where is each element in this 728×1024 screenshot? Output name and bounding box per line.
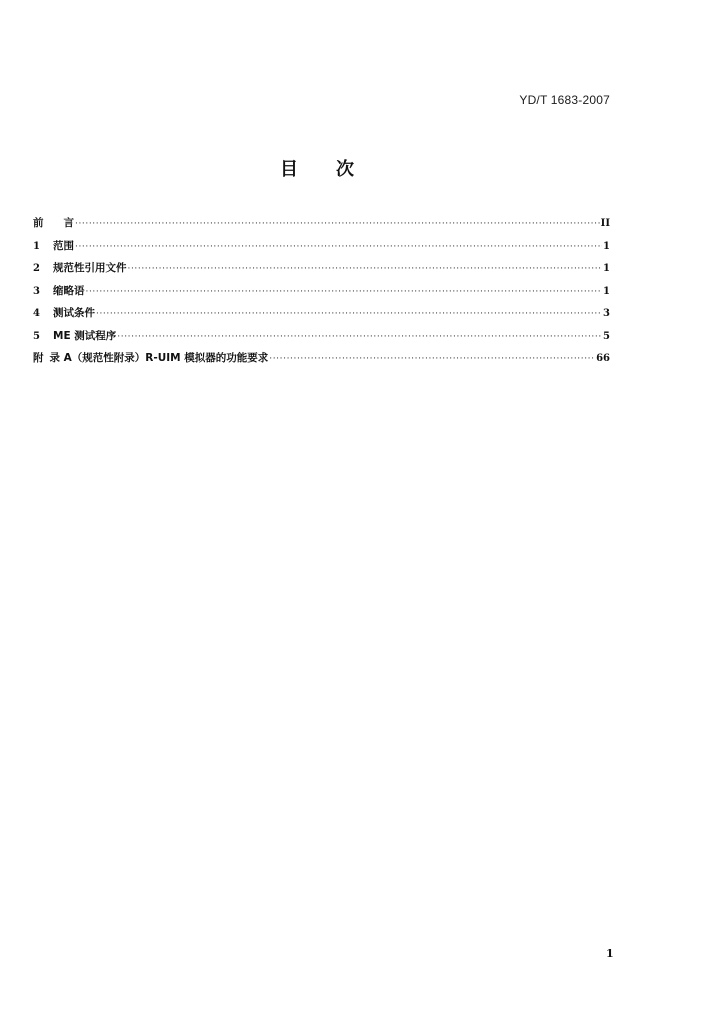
toc-entry-number: 2 (33, 263, 40, 274)
toc-entry-preface[interactable] (33, 216, 610, 239)
toc-entry-number: 5 (33, 330, 40, 342)
toc-entry-5[interactable] (33, 329, 610, 352)
toc-entry-page: 1 (603, 263, 610, 274)
toc-entry-page: 66 (596, 353, 610, 364)
toc-entry-1[interactable] (33, 239, 610, 262)
toc-title (280, 155, 354, 181)
toc-entry-2[interactable] (33, 261, 610, 284)
toc-leader-dots (128, 262, 603, 276)
toc-leader-dots (117, 330, 602, 344)
toc-entry-label: 规范性引用文件 (53, 262, 127, 274)
toc-entry-label: 缩略语 (53, 284, 85, 297)
table-of-contents (33, 216, 610, 374)
toc-entry-label: ME 测试程序 (53, 329, 117, 342)
toc-leader-dots (75, 217, 600, 231)
toc-leader-dots (269, 352, 595, 366)
toc-entry-number: 3 (33, 285, 40, 297)
toc-entry-label: 附 录 A（规范性附录）R-UIM 模拟器的功能要求 (33, 352, 269, 364)
toc-entry-4[interactable] (33, 306, 610, 329)
toc-entry-label: 范围 (53, 239, 74, 252)
toc-entry-label: 测试条件 (53, 307, 95, 319)
toc-entry-page: II (600, 218, 610, 229)
toc-leader-dots (96, 307, 602, 321)
page-number: 1 (606, 947, 614, 960)
toc-entry-label: 前 言 (33, 217, 74, 229)
toc-entry-page: 5 (603, 330, 610, 342)
toc-title-char-2: 次 (336, 159, 354, 180)
standard-number: YD/T 1683-2007 (519, 93, 610, 107)
toc-title-char-1: 目 (280, 159, 298, 180)
toc-entry-3[interactable] (33, 284, 610, 307)
toc-entry-page: 1 (603, 240, 610, 252)
toc-entry-number: 4 (33, 308, 40, 319)
toc-entry-annex-a[interactable] (33, 351, 610, 374)
toc-entry-page: 3 (603, 308, 610, 319)
toc-entry-number: 1 (33, 240, 40, 252)
toc-leader-dots (75, 240, 602, 254)
toc-leader-dots (86, 285, 603, 299)
toc-entry-page: 1 (603, 285, 610, 297)
